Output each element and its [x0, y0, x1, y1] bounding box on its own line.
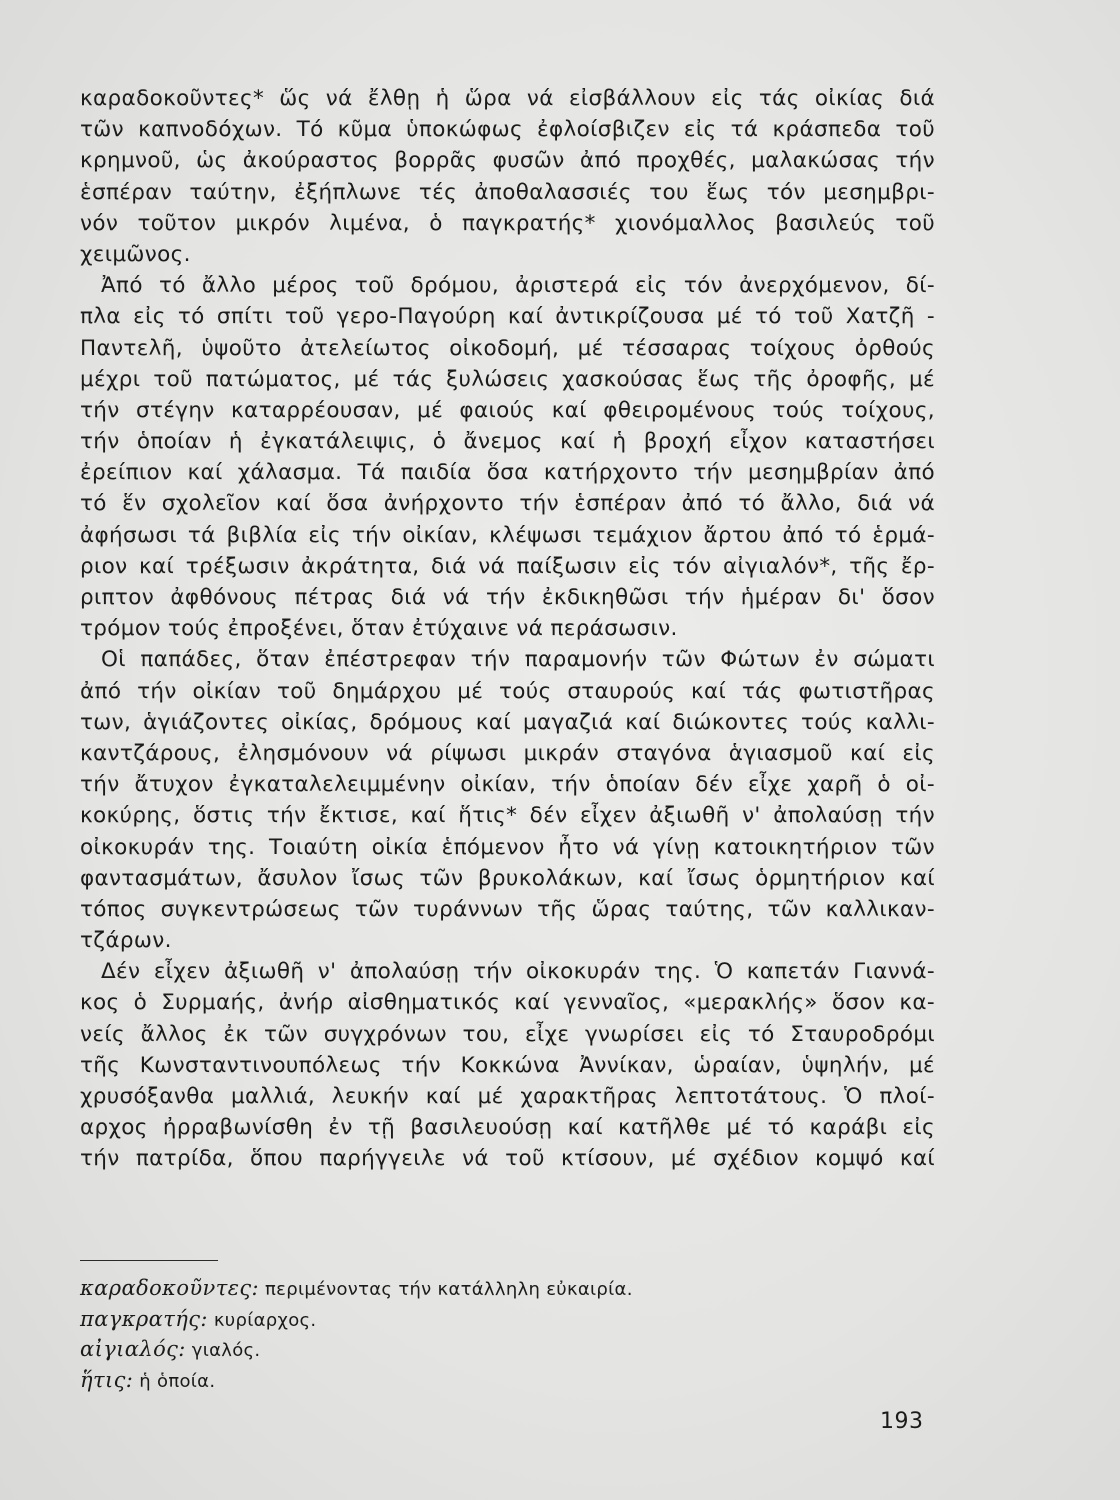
text-line: ριπτον ἀφθόνους πέτρας διά νά τήν ἐκδικηθῶσι τήν ἡμέραν δι' ὅσον: [80, 585, 935, 610]
text-line: Δέν εἶχεν ἀξιωθῆ ν' ἀπολαύσῃ τήν οἰκοκυράν της. Ὁ καπετάν Γιαννά-: [101, 959, 935, 985]
text-line: Παντελῆ, ὑψοῦτο ἀτελείωτος οἰκοδομή, μέ τέσσαρας τοίχους ὀρθούς: [80, 335, 935, 361]
footnote-definition: περιμένοντας τήν κατάλληλη εὐκαιρία.: [265, 1279, 633, 1300]
text-line: νόν τοῦτον μικρόν λιμένα, ὁ παγκρατής* χιονόμαλλος βασιλεύς τοῦ: [80, 210, 935, 236]
text-line: καντζάρους, ἐλησμόνουν νά ρίψωσι μικράν σταγόνα ἁγιασμοῦ καί εἰς: [80, 740, 935, 766]
footnote-definition: κυρίαρχος.: [213, 1309, 317, 1331]
footnote: [80, 1273, 780, 1304]
text-line: τήν ὁποίαν ἡ ἐγκατάλειψις, ὁ ἄνεμος καί ἡ βροχή εἶχον καταστήσει: [80, 429, 935, 455]
text-line: μέχρι τοῦ πατώματος, μέ τάς ξυλώσεις χασκούσας ἕως τῆς ὀροφῆς, μέ: [80, 366, 935, 392]
footnote-term: ἥτις:: [80, 1367, 134, 1392]
text-line: ριον καί τρέξωσιν ἀκράτητα, διά νά παίξωσιν εἰς τόν αἰγιαλόν*, τῆς ἔρ-: [80, 553, 935, 579]
text-line: των, ἁγιάζοντες οἰκίας, δρόμους καί μαγαζιά καί διώκοντες τούς καλλι-: [80, 709, 935, 735]
text-line: οἰκοκυράν της. Τοιαύτη οἰκία ἑπόμενον ἦτο νά γίνῃ κατοικητήριον τῶν: [80, 834, 935, 860]
text-line: τό ἕν σχολεῖον καί ὅσα ἀνήρχοντο τήν ἑσπέραν ἀπό τό ἄλλο, διά νά: [80, 491, 935, 517]
text-line: Ἀπό τό ἄλλο μέρος τοῦ δρόμου, ἀριστερά εἰς τόν ἀνερχόμενον, δί-: [101, 273, 935, 299]
text-line: κρημνοῦ, ὡς ἀκούραστος βορρᾶς φυσῶν ἀπό προχθές, μαλακώσας τήν: [80, 148, 935, 174]
footnote-term: αἰγιαλός:: [80, 1337, 186, 1361]
text-line: τζάρων.: [80, 928, 172, 954]
text-line: καραδοκοῦντες* ὥς νά ἔλθῃ ἡ ὥρα νά εἰσβάλλουν εἰς τάς οἰκίας διά: [80, 86, 935, 111]
footnote-divider: [80, 1260, 218, 1261]
footnote-definition: γιαλός.: [191, 1340, 261, 1361]
body-text: [80, 83, 935, 1175]
footnote: [80, 1334, 780, 1365]
page-number: 193: [880, 1409, 924, 1434]
text-line: ἑσπέραν ταύτην, ἐξήπλωνε τές ἀποθαλασσιές του ἕως τόν μεσημβρι-: [80, 179, 935, 205]
text-line: αρχος ἠρραβωνίσθη ἐν τῇ βασιλευούσῃ καί κατῆλθε μέ τό καράβι εἰς: [80, 1115, 935, 1141]
text-line: τόπος συγκεντρώσεως τῶν τυράννων τῆς ὥρας ταύτης, τῶν καλλικαν-: [80, 896, 935, 922]
footnotes: [80, 1273, 780, 1395]
text-line: χειμῶνος.: [80, 241, 191, 267]
text-line: φαντασμάτων, ἄσυλον ἴσως τῶν βρυκολάκων, καί ἴσως ὁρμητήριον καί: [80, 865, 935, 891]
text-line: τῆς Κωνσταντινουπόλεως τήν Κοκκώνα Ἀννίκαν, ὡραίαν, ὑψηλήν, μέ: [80, 1052, 935, 1078]
text-line: Οἱ παπάδες, ὅταν ἐπέστρεφαν τήν παραμονήν τῶν Φώτων ἐν σώματι: [101, 647, 935, 673]
footnote-term: παγκρατής:: [80, 1306, 208, 1331]
text-line: κος ὁ Συρμαής, ἀνήρ αἰσθηματικός καί γενναῖος, «μερακλής» ὅσον κα-: [80, 990, 935, 1016]
footnote: [80, 1365, 780, 1396]
text-line: τήν πατρίδα, ὅπου παρήγγειλε νά τοῦ κτίσουν, μέ σχέδιον κομψό καί: [80, 1146, 935, 1172]
text-line: ἐρείπιον καί χάλασμα. Τά παιδία ὅσα κατήρχοντο τήν μεσημβρίαν ἀπό: [80, 460, 935, 486]
text-line: νείς ἄλλος ἐκ τῶν συγχρόνων του, εἶχε γνωρίσει εἰς τό Σταυροδρόμι: [80, 1021, 935, 1047]
text-line: ἀφήσωσι τά βιβλία εἰς τήν οἰκίαν, κλέψωσι τεμάχιον ἄρτου ἀπό τό ἑρμά-: [80, 522, 935, 548]
text-line: χρυσόξανθα μαλλιά, λευκήν καί μέ χαρακτῆρας λεπτοτάτους. Ὁ πλοί-: [80, 1084, 935, 1109]
text-line: πλα εἰς τό σπίτι τοῦ γερο-Παγούρη καί ἀντικρίζουσα μέ τό τοῦ Χατζῆ -: [80, 304, 935, 330]
footnote-definition: ἡ ὁποία.: [139, 1370, 216, 1392]
footnote: [80, 1304, 780, 1335]
text-line: τῶν καπνοδόχων. Τό κῦμα ὑποκώφως ἐφλοίσβιζεν εἰς τά κράσπεδα τοῦ: [80, 117, 935, 143]
text-line: ἀπό τήν οἰκίαν τοῦ δημάρχου μέ τούς σταυρούς καί τάς φωτιστῆρας: [80, 678, 935, 704]
text-line: τρόμον τούς ἐπροξένει, ὅταν ἐτύχαινε νά περάσωσιν.: [80, 616, 678, 642]
text-line: τήν ἄτυχον ἐγκαταλελειμμένην οἰκίαν, τήν ὁποίαν δέν εἶχε χαρῆ ὁ οἰ-: [80, 772, 935, 798]
footnote-term: καραδοκοῦντες:: [80, 1276, 260, 1300]
text-line: κοκύρης, ὅστις τήν ἔκτισε, καί ἥτις* δέν εἶχεν ἀξιωθῆ ν' ἀπολαύσῃ τήν: [80, 803, 935, 829]
text-line: τήν στέγην καταρρέουσαν, μέ φαιούς καί φθειρομένους τούς τοίχους,: [80, 397, 935, 423]
